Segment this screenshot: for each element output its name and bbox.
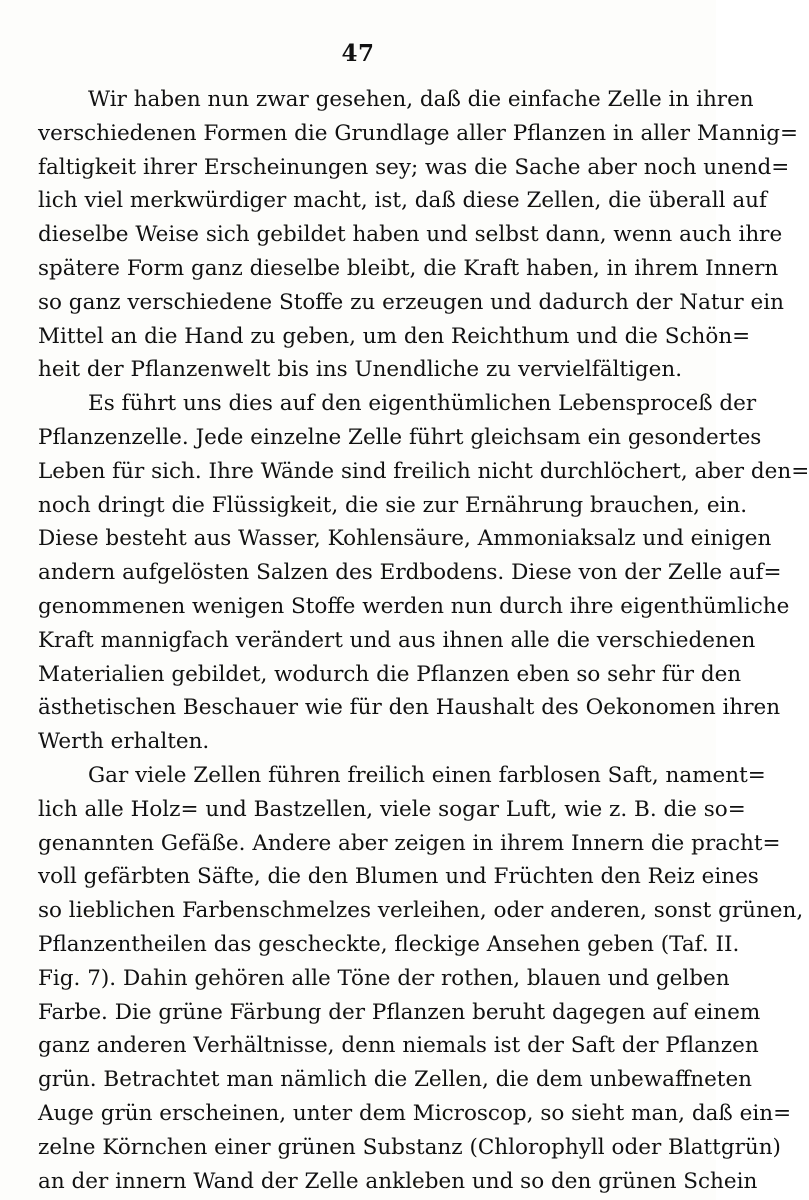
text-line: Kraft mannigfach verändert und aus ihnen alle die verschiedenen bbox=[38, 627, 756, 653]
text-line: genannten Gefäße. Andere aber zeigen in ihrem Innern die pracht= bbox=[38, 830, 781, 856]
text-line: lich viel merkwürdiger macht, ist, daß diese Zellen, die überall auf bbox=[38, 188, 767, 214]
text-line: andern aufgelösten Salzen des Erdbodens. Diese von der Zelle auf= bbox=[38, 560, 782, 586]
text-line: grün. Betrachtet man nämlich die Zellen, die dem unbewaffneten bbox=[38, 1067, 753, 1093]
text-line: verschiedenen Formen die Grundlage aller Pflanzen in aller Mannig= bbox=[38, 120, 799, 146]
text-line: Wir haben nun zwar gesehen, daß die einfache Zelle in ihren bbox=[88, 87, 754, 112]
text-line: dieselbe Weise sich gebildet haben und selbst dann, wenn auch ihre bbox=[38, 222, 783, 248]
text-line: spätere Form ganz dieselbe bleibt, die Kraft haben, in ihrem Innern bbox=[38, 255, 779, 281]
text-line: Farbe. Die grüne Färbung der Pflanzen beruht dagegen auf einem bbox=[38, 999, 761, 1025]
body-text bbox=[38, 83, 809, 1198]
text-line: Es führt uns dies auf den eigenthümlichen Lebensproceß der bbox=[88, 391, 757, 417]
text-line: Fig. 7). Dahin gehören alle Töne der rothen, blauen und gelben bbox=[38, 965, 730, 991]
text-line: an der innern Wand der Zelle ankleben und so den grünen Schein bbox=[38, 1168, 758, 1194]
text-line: Auge grün erscheinen, unter dem Microscop, so sieht man, daß ein= bbox=[38, 1100, 792, 1126]
text-line: Werth erhalten. bbox=[38, 729, 210, 755]
text-line: noch dringt die Flüssigkeit, die sie zur Ernährung brauchen, ein. bbox=[38, 492, 748, 518]
text-line: voll gefärbten Säfte, die den Blumen und Früchten den Reiz eines bbox=[38, 864, 759, 890]
text-line: Mittel an die Hand zu geben, um den Reichthum und die Schön= bbox=[38, 323, 751, 349]
text-line: Leben für sich. Ihre Wände sind freilich nicht durchlöchert, aber den= bbox=[38, 458, 809, 484]
text-line: genommenen wenigen Stoffe werden nun durch ihre eigenthümliche bbox=[38, 593, 790, 619]
text-line: ganz anderen Verhältnisse, denn niemals ist der Saft der Pflanzen bbox=[38, 1033, 759, 1059]
text-line: Diese besteht aus Wasser, Kohlensäure, Ammoniaksalz und einigen bbox=[38, 526, 772, 552]
text-line: faltigkeit ihrer Erscheinungen sey; was die Sache aber noch unend= bbox=[38, 154, 790, 180]
text-line: so lieblichen Farbenschmelzes verleihen, oder anderen, sonst grünen, bbox=[38, 898, 804, 924]
text-line: lich alle Holz= und Bastzellen, viele sogar Luft, wie z. B. die so= bbox=[38, 796, 746, 822]
text-line: Materialien gebildet, wodurch die Pflanzen eben so sehr für den bbox=[38, 661, 742, 687]
text-line: heit der Pflanzenwelt bis ins Unendliche zu vervielfältigen. bbox=[38, 357, 683, 383]
text-line: Pflanzentheilen das gescheckte, fleckige Ansehen geben (Taf. II. bbox=[38, 931, 740, 957]
text-line: Pflanzenzelle. Jede einzelne Zelle führt gleichsam ein gesondertes bbox=[38, 424, 762, 450]
text-line: ästhetischen Beschauer wie für den Haushalt des Oekonomen ihren bbox=[38, 695, 781, 721]
text-line: zelne Körnchen einer grünen Substanz (Chlorophyll oder Blattgrün) bbox=[38, 1134, 781, 1160]
text-line: so ganz verschiedene Stoffe zu erzeugen und dadurch der Natur ein bbox=[38, 289, 784, 315]
page-number: 47 bbox=[341, 40, 375, 67]
text-line: Gar viele Zellen führen freilich einen farblosen Saft, nament= bbox=[88, 762, 766, 788]
